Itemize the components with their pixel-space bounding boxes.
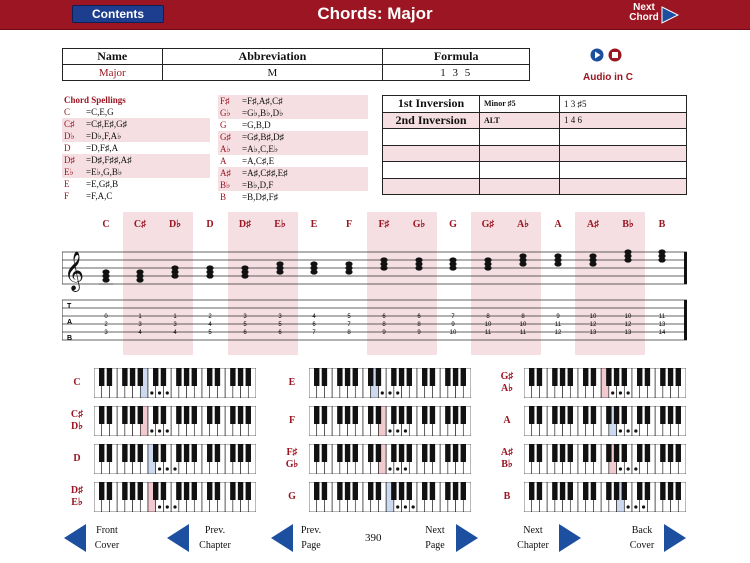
next-chapter-label-2: Chapter bbox=[517, 540, 549, 551]
chord-formula-cell: 1 3 5 bbox=[383, 65, 530, 81]
tab-fret-number: 7 bbox=[347, 322, 351, 328]
spelling-value: D♯,F♯♯,A♯ bbox=[91, 155, 132, 165]
tab-fret-number: 7 bbox=[312, 330, 316, 336]
note-label: D♯ bbox=[238, 219, 252, 230]
spelling-key: G bbox=[220, 120, 227, 130]
tab-fret-number: 1 bbox=[138, 314, 142, 320]
tab-fret-number: 10 bbox=[449, 330, 457, 336]
piano-keyboard bbox=[524, 482, 686, 512]
tab-string-label: A bbox=[67, 319, 73, 326]
tab-fret-number: 0 bbox=[104, 314, 108, 320]
piano-keyboard bbox=[309, 368, 471, 398]
next-chapter-arrow-icon[interactable] bbox=[558, 523, 582, 553]
next-page-label-2: Page bbox=[425, 540, 445, 551]
note-label: B bbox=[658, 219, 666, 230]
note-label: A bbox=[554, 219, 562, 230]
tab-fret-number: 10 bbox=[589, 314, 597, 320]
tab-fret-number: 13 bbox=[658, 322, 666, 328]
inversion-name bbox=[383, 145, 480, 162]
piano-chord-label bbox=[492, 491, 522, 503]
spelling-value: C♯,E♯,G♯ bbox=[91, 119, 128, 129]
piano-label-line-2: E♭ bbox=[71, 497, 83, 508]
tab-fret-number: 3 bbox=[104, 330, 108, 336]
tab-fret-number: 8 bbox=[486, 314, 490, 320]
spelling-value: A♯,C♯♯,E♯ bbox=[247, 168, 288, 178]
piano-keyboard bbox=[524, 406, 686, 436]
inversion-type bbox=[480, 145, 560, 162]
note-label: E bbox=[310, 219, 318, 230]
chord-note bbox=[554, 253, 561, 258]
tab-fret-number: 6 bbox=[312, 322, 316, 328]
tab-fret-number: 10 bbox=[484, 322, 492, 328]
inversion-row bbox=[383, 162, 687, 179]
chord-note bbox=[310, 261, 317, 266]
spelling-row: F♯ = F♯,A♯,C♯ bbox=[218, 95, 368, 107]
spelling-key: C♯ bbox=[64, 119, 75, 129]
tab-fret-number: 11 bbox=[554, 322, 562, 328]
tab-fret-number: 3 bbox=[243, 314, 247, 320]
column-header-formula: Formula bbox=[383, 49, 530, 65]
spelling-row: E = E,G♯,B bbox=[64, 179, 119, 189]
piano-chord-label bbox=[277, 491, 307, 503]
tab-fret-number: 9 bbox=[417, 330, 421, 336]
tab-fret-number: 11 bbox=[519, 330, 527, 336]
next-page-arrow-icon[interactable] bbox=[455, 523, 479, 553]
tab-fret-number: 6 bbox=[243, 330, 247, 336]
spelling-value: A♭,C,E♭ bbox=[247, 144, 279, 154]
tab-fret-number: 14 bbox=[658, 330, 666, 336]
column-header-name: Name bbox=[63, 49, 163, 65]
note-label: C bbox=[102, 219, 110, 230]
piano-keyboard bbox=[524, 444, 686, 474]
tab-fret-number: 6 bbox=[417, 314, 421, 320]
tab-fret-number: 9 bbox=[556, 314, 560, 320]
prev-chapter-label-1: Prev. bbox=[204, 525, 226, 536]
page-title: Chords: Major bbox=[317, 4, 433, 23]
front-cover-label-2: Cover bbox=[94, 540, 120, 551]
play-icon[interactable] bbox=[590, 48, 604, 62]
spelling-row: G = G,B,D bbox=[220, 120, 271, 130]
spellings-right-column bbox=[218, 95, 368, 203]
piano-label-line-1: F bbox=[288, 415, 296, 426]
tab-fret-number: 12 bbox=[624, 322, 632, 328]
spelling-row: D = D,F♯,A bbox=[64, 143, 119, 153]
chord-note bbox=[380, 257, 387, 262]
inversion-row bbox=[383, 129, 687, 146]
piano-label-line-1: C bbox=[73, 377, 81, 388]
next-chord-label-2: Chord bbox=[629, 12, 659, 23]
chord-note bbox=[449, 257, 456, 262]
next-chapter-label-1: Next bbox=[523, 525, 543, 536]
page-number: 390 bbox=[365, 532, 382, 544]
spelling-row: G♯ = G♯,B♯,D♯ bbox=[218, 131, 368, 143]
tab-fret-number: 4 bbox=[173, 330, 177, 336]
back-cover-arrow-icon[interactable] bbox=[663, 523, 687, 553]
piano-label-line-1: B bbox=[503, 491, 511, 502]
spelling-key: G♯ bbox=[220, 132, 231, 142]
inversion-name: 2nd Inversion bbox=[383, 112, 480, 129]
spelling-key: B bbox=[220, 192, 227, 202]
spelling-key: F♯ bbox=[220, 96, 230, 106]
spelling-value: A,C♯,E bbox=[247, 156, 275, 166]
spelling-key: D♭ bbox=[64, 131, 75, 141]
tab-fret-number: 1 bbox=[173, 314, 177, 320]
stop-icon[interactable] bbox=[608, 48, 622, 62]
note-label: E♭ bbox=[274, 219, 286, 230]
spellings-left-column bbox=[62, 106, 210, 202]
spelling-key: F bbox=[64, 191, 70, 201]
note-label: F♯ bbox=[378, 219, 390, 230]
piano-chord-label bbox=[277, 377, 307, 389]
chord-note bbox=[276, 261, 283, 266]
inversion-formula bbox=[560, 145, 687, 162]
note-label: D bbox=[206, 219, 214, 230]
piano-label-line-2: A♭ bbox=[501, 383, 513, 394]
chord-note bbox=[415, 257, 422, 262]
piano-chord-label bbox=[62, 377, 92, 389]
prev-page-label-1: Prev. bbox=[300, 525, 322, 536]
tab-fret-number: 4 bbox=[138, 330, 142, 336]
note-label: F bbox=[345, 219, 353, 230]
piano-label-line-2: D♭ bbox=[71, 421, 83, 432]
tab-fret-number: 5 bbox=[208, 330, 212, 336]
tab-fret-number: 12 bbox=[589, 322, 597, 328]
prev-chapter-label-2: Chapter bbox=[199, 540, 231, 551]
piano-chord-label bbox=[492, 447, 522, 471]
spelling-row: A = A,C♯,E bbox=[220, 156, 275, 166]
next-page-label-1: Next bbox=[425, 525, 445, 536]
inversion-row bbox=[383, 145, 687, 162]
piano-chord-label bbox=[277, 447, 307, 471]
chord-info-table bbox=[62, 48, 530, 81]
spelling-row: F = F,A,C bbox=[64, 191, 113, 201]
inversion-row bbox=[383, 178, 687, 195]
piano-keyboard bbox=[309, 482, 471, 512]
piano-label-line-1: D♯ bbox=[70, 485, 84, 496]
piano-chord-label bbox=[62, 485, 92, 509]
tab-fret-number: 6 bbox=[278, 330, 282, 336]
spelling-key: C bbox=[64, 107, 71, 117]
inversion-formula bbox=[560, 162, 687, 179]
spelling-key: A♭ bbox=[220, 144, 231, 154]
front-cover-label-1: Front bbox=[96, 525, 118, 536]
piano-chord-label bbox=[492, 415, 522, 427]
next-chord-button[interactable] bbox=[628, 3, 660, 23]
chord-note bbox=[102, 269, 109, 274]
chord-note bbox=[171, 265, 178, 270]
tab-fret-number: 10 bbox=[624, 314, 632, 320]
note-label: G♯ bbox=[481, 219, 495, 230]
piano-label-line-2: B♭ bbox=[501, 459, 513, 470]
inversion-type bbox=[480, 129, 560, 146]
tab-fret-number: 3 bbox=[278, 314, 282, 320]
spelling-value: F♯,A♯,C♯ bbox=[247, 96, 283, 106]
inversion-name bbox=[383, 129, 480, 146]
spelling-value: G,B,D bbox=[247, 120, 271, 130]
piano-keyboard bbox=[94, 368, 256, 398]
tab-fret-number: 5 bbox=[243, 322, 247, 328]
tab-fret-number: 8 bbox=[347, 330, 351, 336]
chord-note bbox=[519, 253, 526, 258]
note-label: G bbox=[449, 219, 457, 230]
piano-label-line-1: D bbox=[73, 453, 81, 464]
inversion-formula: 1 3 ♯5 bbox=[560, 96, 687, 113]
piano-label-line-1: C♯ bbox=[70, 409, 84, 420]
chord-spellings-heading: Chord Spellings bbox=[64, 95, 126, 105]
spelling-key: B♭ bbox=[220, 180, 231, 190]
note-label: B♭ bbox=[622, 219, 634, 230]
inversion-type: ALT bbox=[480, 112, 560, 129]
spelling-key: A bbox=[220, 156, 227, 166]
tab-fret-number: 8 bbox=[521, 314, 525, 320]
note-label: A♭ bbox=[517, 219, 529, 230]
piano-label-line-1: E bbox=[288, 377, 296, 388]
chord-note bbox=[345, 261, 352, 266]
inversion-formula: 1 4 6 bbox=[560, 112, 687, 129]
piano-label-line-1: A♯ bbox=[500, 447, 514, 458]
spelling-value: D,F♯,A bbox=[91, 143, 119, 153]
note-label: D♭ bbox=[169, 219, 181, 230]
piano-label-line-2: G♭ bbox=[285, 459, 299, 470]
spelling-value: G♭,B♭,D♭ bbox=[247, 108, 284, 118]
tab-fret-number: 13 bbox=[589, 330, 597, 336]
piano-keyboard bbox=[94, 482, 256, 512]
chord-note bbox=[206, 265, 213, 270]
spelling-row: C♯ = C♯,E♯,G♯ bbox=[62, 118, 210, 130]
prev-page-label-2: Page bbox=[301, 540, 321, 551]
chord-note bbox=[589, 253, 596, 258]
tab-fret-number: 2 bbox=[104, 322, 108, 328]
tab-fret-number: 9 bbox=[382, 330, 386, 336]
next-chord-arrow-icon[interactable] bbox=[661, 6, 679, 24]
inversion-formula bbox=[560, 129, 687, 146]
piano-keyboard bbox=[94, 406, 256, 436]
audio-label: Audio in C bbox=[583, 72, 633, 83]
chord-name-cell: Major bbox=[63, 65, 163, 81]
spelling-row: G♭ = G♭,B♭,D♭ bbox=[218, 107, 368, 119]
top-bar bbox=[0, 0, 750, 30]
inversion-name: 1st Inversion bbox=[383, 96, 480, 113]
piano-chord-label bbox=[277, 415, 307, 427]
spelling-key: G♭ bbox=[220, 108, 231, 118]
treble-clef-icon: 𝄞 bbox=[64, 251, 85, 291]
prev-chapter-arrow-icon[interactable] bbox=[166, 523, 190, 553]
chord-note bbox=[484, 257, 491, 262]
tab-fret-number: 6 bbox=[382, 314, 386, 320]
piano-chord-label bbox=[62, 453, 92, 465]
tab-fret-number: 12 bbox=[554, 330, 562, 336]
tab-fret-number: 11 bbox=[658, 314, 666, 320]
tab-string-label: T bbox=[67, 303, 72, 310]
spelling-value: F,A,C bbox=[91, 191, 113, 201]
inversion-name bbox=[383, 178, 480, 195]
contents-button[interactable]: Contents bbox=[72, 5, 164, 23]
piano-label-line-1: F♯ bbox=[286, 447, 298, 458]
spelling-value: E,G♯,B bbox=[91, 179, 119, 189]
spelling-value: B,D♯,F♯ bbox=[247, 192, 279, 202]
piano-keyboard bbox=[94, 444, 256, 474]
column-header-abbreviation: Abbreviation bbox=[162, 49, 383, 65]
spelling-key: E bbox=[64, 179, 70, 189]
tab-fret-number: 3 bbox=[138, 322, 142, 328]
tab-fret-number: 7 bbox=[451, 314, 455, 320]
tab-fret-number: 4 bbox=[208, 322, 212, 328]
spelling-row: E♭ = E♭,G,B♭ bbox=[62, 166, 210, 178]
tab-fret-number: 13 bbox=[624, 330, 632, 336]
spelling-row: B = B,D♯,F♯ bbox=[220, 192, 279, 202]
note-label: A♯ bbox=[586, 219, 600, 230]
chord-note bbox=[136, 269, 143, 274]
spelling-value: B♭,D,F bbox=[247, 180, 274, 190]
inversion-type bbox=[480, 178, 560, 195]
spelling-row: B♭ = B♭,D,F bbox=[218, 179, 368, 191]
piano-label-line-1: A bbox=[503, 415, 511, 426]
tab-fret-number: 5 bbox=[347, 314, 351, 320]
spelling-value: C,E,G bbox=[91, 107, 114, 117]
piano-label-line-1: G bbox=[288, 491, 296, 502]
inversion-type: Minor ♯5 bbox=[480, 96, 560, 113]
tab-fret-number: 2 bbox=[208, 314, 212, 320]
chord-note bbox=[241, 265, 248, 270]
spelling-value: G♯,B♯,D♯ bbox=[247, 132, 285, 142]
spelling-row: A♯ = A♯,C♯♯,E♯ bbox=[218, 167, 368, 179]
piano-chord-label bbox=[62, 409, 92, 433]
back-cover-label-2: Cover bbox=[629, 540, 655, 551]
spelling-value: D♭,F,A♭ bbox=[91, 131, 122, 141]
tab-fret-number: 4 bbox=[312, 314, 316, 320]
spelling-value: E♭,G,B♭ bbox=[91, 167, 123, 177]
chord-abbreviation-cell: M bbox=[162, 65, 383, 81]
piano-keyboard bbox=[524, 368, 686, 398]
tab-fret-number: 10 bbox=[519, 322, 527, 328]
tab-fret-number: 5 bbox=[278, 322, 282, 328]
tab-fret-number: 8 bbox=[417, 322, 421, 328]
inversion-name bbox=[383, 162, 480, 179]
tab-fret-number: 3 bbox=[173, 322, 177, 328]
inversion-row bbox=[383, 96, 687, 113]
tab-fret-number: 9 bbox=[451, 322, 455, 328]
inversion-row bbox=[383, 112, 687, 129]
inversion-type bbox=[480, 162, 560, 179]
chord-note bbox=[624, 249, 631, 254]
note-label: G♭ bbox=[412, 219, 426, 230]
spelling-row: D♭ = D♭,F,A♭ bbox=[62, 130, 210, 142]
spelling-key: E♭ bbox=[64, 167, 74, 177]
spelling-key: D♯ bbox=[64, 155, 75, 165]
spelling-row: D♯ = D♯,F♯♯,A♯ bbox=[62, 154, 210, 166]
inversion-formula bbox=[560, 178, 687, 195]
note-label: C♯ bbox=[133, 219, 147, 230]
spelling-key: A♯ bbox=[220, 168, 231, 178]
chord-note bbox=[658, 249, 665, 254]
spelling-row: C = C,E,G bbox=[64, 107, 114, 117]
back-cover-label-1: Back bbox=[631, 525, 653, 536]
next-chord-label-1: Next bbox=[633, 2, 655, 13]
spelling-key: D bbox=[64, 143, 71, 153]
piano-chord-label bbox=[492, 371, 522, 395]
inversions-table bbox=[382, 95, 687, 195]
tab-fret-number: 8 bbox=[382, 322, 386, 328]
piano-label-line-1: G♯ bbox=[500, 371, 514, 382]
piano-keyboard bbox=[309, 444, 471, 474]
notation-staff bbox=[62, 238, 692, 348]
piano-keyboard bbox=[309, 406, 471, 436]
spelling-row: A♭ = A♭,C,E♭ bbox=[218, 143, 368, 155]
tab-string-label: B bbox=[67, 335, 73, 342]
tab-fret-number: 11 bbox=[484, 330, 492, 336]
